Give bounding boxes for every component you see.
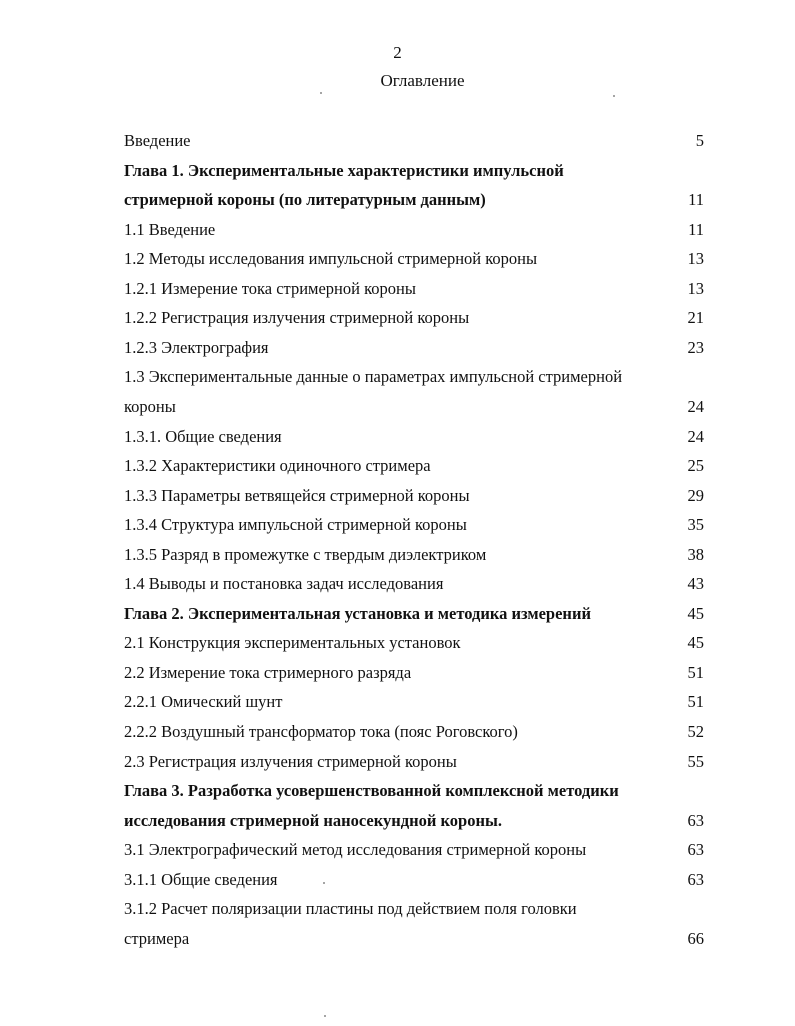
toc-entry-page: 63	[687, 840, 704, 859]
toc-entry	[124, 485, 704, 507]
toc-entry-title: Введение	[124, 131, 191, 150]
toc-entry	[124, 721, 704, 743]
toc-entry-page: 24	[687, 427, 704, 446]
toc-entry-title: 1.3 Экспериментальные данные о параметрах импульсной стримерной	[124, 367, 623, 386]
toc-entry	[124, 307, 704, 329]
toc-entry-page: 45	[687, 633, 704, 652]
scan-speck	[324, 1015, 326, 1017]
toc-entry	[124, 632, 704, 654]
toc-entry-page: 5	[695, 131, 704, 150]
toc-entry-title: 2.2.2 Воздушный трансформатор тока (пояс Роговского)	[124, 722, 518, 741]
scan-speck	[613, 95, 615, 97]
toc-entry-title: Глава 1. Экспериментальные характеристики импульсной	[124, 161, 564, 180]
toc-entry	[124, 337, 704, 359]
scan-speck	[320, 92, 322, 94]
toc-entry-page: 11	[688, 220, 704, 239]
toc-entry-title: 2.1 Конструкция экспериментальных установок	[124, 633, 461, 652]
toc-entry	[124, 691, 704, 713]
toc-entry-title: 3.1.1 Общие сведения	[124, 870, 278, 889]
toc-entry	[124, 898, 704, 920]
toc-entry	[124, 189, 704, 211]
toc-entry	[124, 751, 704, 773]
toc-entry-page: 55	[687, 752, 704, 771]
toc-entry	[124, 839, 704, 861]
page-number: 2	[393, 43, 402, 62]
toc-entry-title: 1.3.1. Общие сведения	[124, 427, 282, 446]
toc-entry-title: 1.2.2 Регистрация излучения стримерной короны	[124, 308, 470, 327]
toc-entry	[124, 662, 704, 684]
toc-entry-title: 1.3.2 Характеристики одиночного стримера	[124, 456, 431, 475]
toc-entry	[124, 573, 704, 595]
toc-entry-title: 1.3.4 Структура импульсной стримерной короны	[124, 515, 467, 534]
toc-entry-title: 1.2.3 Электрография	[124, 338, 269, 357]
toc-entry	[124, 780, 704, 802]
toc-entry-page: 66	[687, 929, 704, 948]
toc-entry	[124, 928, 704, 950]
toc-entry	[124, 603, 704, 625]
toc-entry-page: 23	[687, 338, 704, 357]
toc-entry-title: 1.4 Выводы и постановка задач исследования	[124, 574, 444, 593]
toc-entry-page: 38	[687, 545, 704, 564]
toc-entry-page: 25	[687, 456, 704, 475]
toc-entry-title: исследования стримерной наносекундной короны.	[124, 811, 502, 830]
toc-entry-title: 3.1.2 Расчет поляризации пластины под действием поля головки	[124, 899, 577, 918]
scan-speck	[323, 882, 325, 884]
toc-entry-title: 1.2.1 Измерение тока стримерной короны	[124, 279, 416, 298]
toc-entry-page: 13	[687, 279, 704, 298]
toc-entry-title: 2.2 Измерение тока стримерного разряда	[124, 663, 412, 682]
toc-entry-title: 1.1 Введение	[124, 220, 216, 239]
toc-entry-page: 51	[687, 692, 704, 711]
toc-entry-title: 2.3 Регистрация излучения стримерной короны	[124, 752, 457, 771]
toc-entry	[124, 455, 704, 477]
toc-entry-page: 35	[687, 515, 704, 534]
toc-entry	[124, 248, 704, 270]
toc-entry-page: 21	[687, 308, 704, 327]
toc-entry-page: 63	[687, 811, 704, 830]
toc-entry-title: 3.1 Электрографический метод исследования стримерной короны	[124, 840, 587, 859]
toc-entry-page: 52	[687, 722, 704, 741]
toc-entry-title: 1.2 Методы исследования импульсной стримерной короны	[124, 249, 538, 268]
toc-entry-title: 2.2.1 Омический шунт	[124, 692, 283, 711]
toc-entry-title: Глава 2. Экспериментальная установка и методика измерений	[124, 604, 591, 623]
toc-entry	[124, 219, 704, 241]
toc-entry	[124, 810, 704, 832]
toc-entry-page: 51	[687, 663, 704, 682]
toc-entry-title: стримера	[124, 929, 190, 948]
toc-entry-page: 29	[687, 486, 704, 505]
toc-title: Оглавление	[380, 71, 465, 90]
toc-entry	[124, 396, 704, 418]
toc-entry	[124, 130, 704, 152]
toc-entry-title: стримерной короны (по литературным данным)	[124, 190, 486, 209]
toc-entry	[124, 869, 704, 891]
toc-entry	[124, 160, 704, 182]
toc-entry	[124, 278, 704, 300]
toc-entry-page: 13	[687, 249, 704, 268]
toc-entry-page: 45	[687, 604, 704, 623]
toc-entry-page: 43	[687, 574, 704, 593]
toc-entry	[124, 514, 704, 536]
toc-entry	[124, 426, 704, 448]
toc-entry-title: короны	[124, 397, 176, 416]
toc-entry	[124, 544, 704, 566]
toc-entry-title: 1.3.5 Разряд в промежутке с твердым диэлектриком	[124, 545, 487, 564]
toc-entry-title: Глава 3. Разработка усовершенствованной комплексной методики	[124, 781, 619, 800]
toc-entry-page: 24	[687, 397, 704, 416]
toc-entry	[124, 366, 704, 388]
toc-entry-title: 1.3.3 Параметры ветвящейся стримерной короны	[124, 486, 470, 505]
toc-entry-page: 63	[687, 870, 704, 889]
toc-entry-page: 11	[688, 190, 704, 209]
